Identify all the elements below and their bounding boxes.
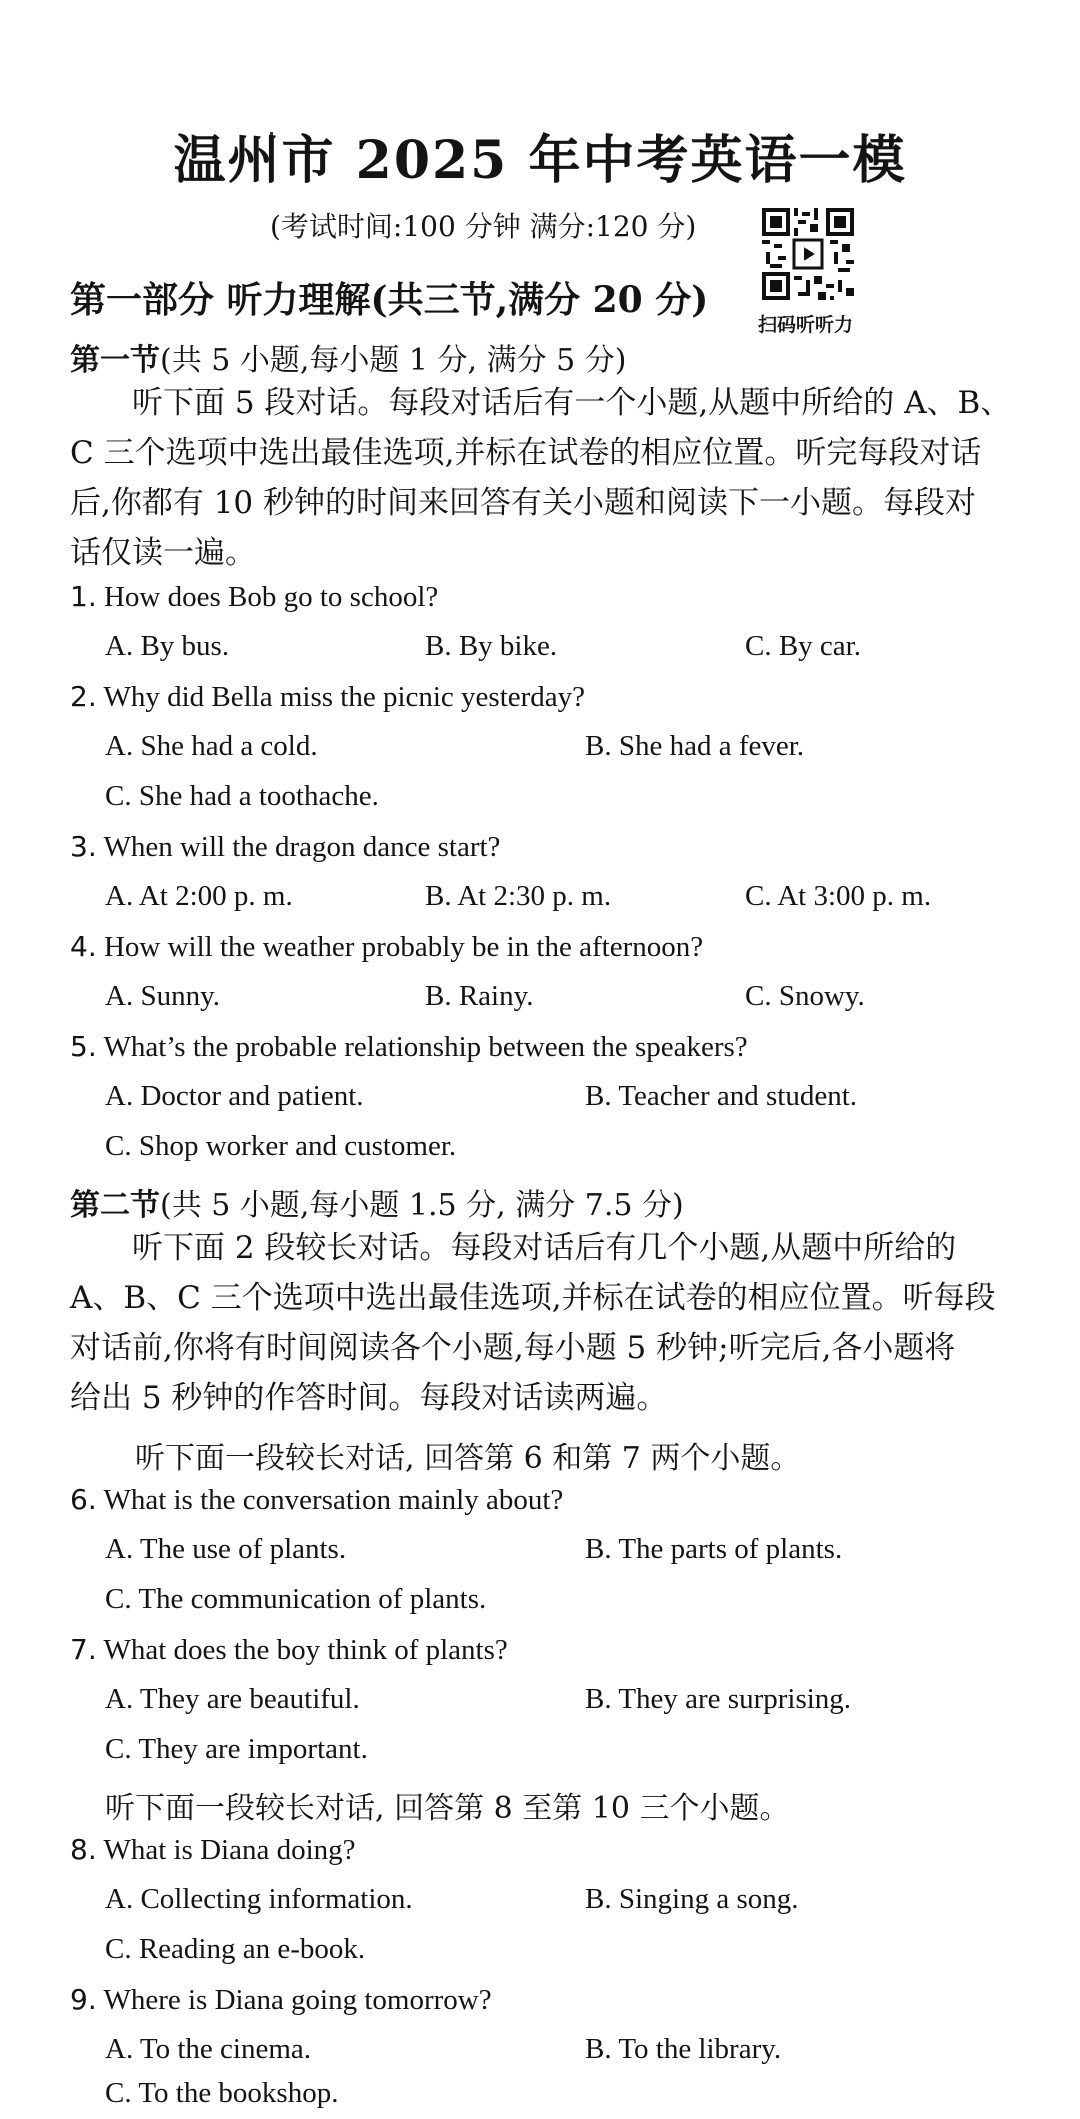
- option-c[interactable]: C. The communication of plants.: [105, 1583, 487, 1615]
- question-number: 8.: [70, 1833, 97, 1866]
- question-1: [70, 580, 438, 614]
- question-9: [70, 1983, 492, 2017]
- section2-label: 第二节: [70, 1188, 160, 1223]
- option-a[interactable]: A. She had a cold.: [105, 730, 318, 762]
- option-c[interactable]: C. They are important.: [105, 1733, 368, 1765]
- question-text: Why did Bella miss the picnic yesterday?: [103, 681, 586, 713]
- question-text: When will the dragon dance start?: [103, 831, 501, 863]
- option-a[interactable]: A. By bus.: [105, 630, 230, 662]
- question-text: What’s the probable relationship between the speakers?: [103, 1031, 748, 1063]
- part-heading: 第一部分 听力理解(共三节,满分 20 分): [70, 279, 709, 321]
- question-text: What is Diana doing?: [103, 1834, 356, 1866]
- option-a[interactable]: A. The use of plants.: [105, 1533, 347, 1565]
- option-b[interactable]: B. They are surprising.: [585, 1683, 852, 1715]
- question-number: 9.: [70, 1983, 97, 2016]
- question-text: How will the weather probably be in the afternoon?: [103, 931, 704, 963]
- question-7: [70, 1633, 508, 1667]
- option-c[interactable]: C. At 3:00 p. m.: [745, 880, 932, 912]
- question-text: What is the conversation mainly about?: [103, 1484, 564, 1516]
- option-b[interactable]: B. The parts of plants.: [585, 1533, 843, 1565]
- option-c[interactable]: C. She had a toothache.: [105, 780, 379, 812]
- option-c[interactable]: C. Shop worker and customer.: [105, 1130, 457, 1162]
- section2-info: (共 5 小题,每小题 1.5 分, 满分 7.5 分): [160, 1188, 684, 1223]
- instruction-line: 给出 5 秒钟的作答时间。每段对话读两遍。: [70, 1380, 668, 1416]
- question-number: 4.: [70, 930, 97, 963]
- question-number: 7.: [70, 1633, 97, 1666]
- option-b[interactable]: B. By bike.: [425, 630, 558, 662]
- option-a[interactable]: A. They are beautiful.: [105, 1683, 360, 1715]
- question-text: What does the boy think of plants?: [103, 1634, 508, 1666]
- section2-heading: [70, 1180, 684, 1224]
- option-a[interactable]: A. At 2:00 p. m.: [105, 880, 293, 912]
- section1-info: (共 5 小题,每小题 1 分, 满分 5 分): [160, 343, 627, 378]
- option-b[interactable]: B. Singing a song.: [585, 1883, 799, 1915]
- question-6: [70, 1483, 563, 1517]
- section2-instructions: [70, 1223, 1025, 1423]
- instruction-line: 话仅读一遍。: [70, 535, 256, 571]
- option-b[interactable]: B. Teacher and student.: [585, 1080, 858, 1112]
- option-c[interactable]: C. By car.: [745, 630, 861, 662]
- question-5: [70, 1030, 748, 1064]
- page-title: 温州市 2025 年中考英语一模: [173, 130, 907, 191]
- option-a[interactable]: A. Collecting information.: [105, 1883, 413, 1915]
- question-text: How does Bob go to school?: [103, 581, 439, 613]
- question-number: 5.: [70, 1030, 97, 1063]
- option-c[interactable]: C. To the bookshop.: [105, 2077, 339, 2109]
- option-a[interactable]: A. To the cinema.: [105, 2033, 312, 2065]
- option-c[interactable]: C. Snowy.: [745, 980, 865, 1012]
- instruction-line: 听下面 2 段较长对话。每段对话后有几个小题,从题中所给的: [70, 1230, 957, 1266]
- instruction-line: 听下面 5 段对话。每段对话后有一个小题,从题中所给的 A、B、: [70, 385, 1012, 421]
- instruction-line: A、B、C 三个选项中选出最佳选项,并标在试卷的相应位置。听每段: [70, 1280, 996, 1316]
- section1-instructions: [70, 378, 1025, 578]
- question-2: [70, 680, 585, 714]
- section1-label: 第一节: [70, 343, 160, 378]
- question-4: [70, 930, 703, 964]
- question-number: 1.: [70, 580, 97, 613]
- qr-code-icon[interactable]: [762, 208, 854, 300]
- instruction-line: C 三个选项中选出最佳选项,并标在试卷的相应位置。听完每段对话: [70, 435, 982, 471]
- option-b[interactable]: B. To the library.: [585, 2033, 782, 2065]
- option-b[interactable]: B. She had a fever.: [585, 730, 805, 762]
- qr-caption: 扫码听听力: [758, 314, 854, 336]
- option-a[interactable]: A. Doctor and patient.: [105, 1080, 364, 1112]
- instruction-line: 对话前,你将有时间阅读各个小题,每小题 5 秒钟;听完后,各小题将: [70, 1330, 956, 1366]
- question-8: [70, 1833, 356, 1867]
- dialogue-note-1: 听下面一段较长对话, 回答第 6 和第 7 两个小题。: [135, 1441, 801, 1476]
- instruction-line: 后,你都有 10 秒钟的时间来回答有关小题和阅读下一小题。每段对: [70, 485, 977, 521]
- question-number: 3.: [70, 830, 97, 863]
- option-b[interactable]: B. At 2:30 p. m.: [425, 880, 612, 912]
- dialogue-note-2: 听下面一段较长对话, 回答第 8 至第 10 三个小题。: [105, 1791, 790, 1826]
- option-a[interactable]: A. Sunny.: [105, 980, 220, 1012]
- question-text: Where is Diana going tomorrow?: [103, 1984, 492, 2016]
- option-c[interactable]: C. Reading an e-book.: [105, 1933, 366, 1965]
- question-3: [70, 830, 500, 864]
- option-b[interactable]: B. Rainy.: [425, 980, 534, 1012]
- section1-heading: [70, 335, 627, 379]
- question-number: 6.: [70, 1483, 97, 1516]
- question-number: 2.: [70, 680, 97, 713]
- exam-info: (考试时间:100 分钟 满分:120 分): [270, 210, 697, 243]
